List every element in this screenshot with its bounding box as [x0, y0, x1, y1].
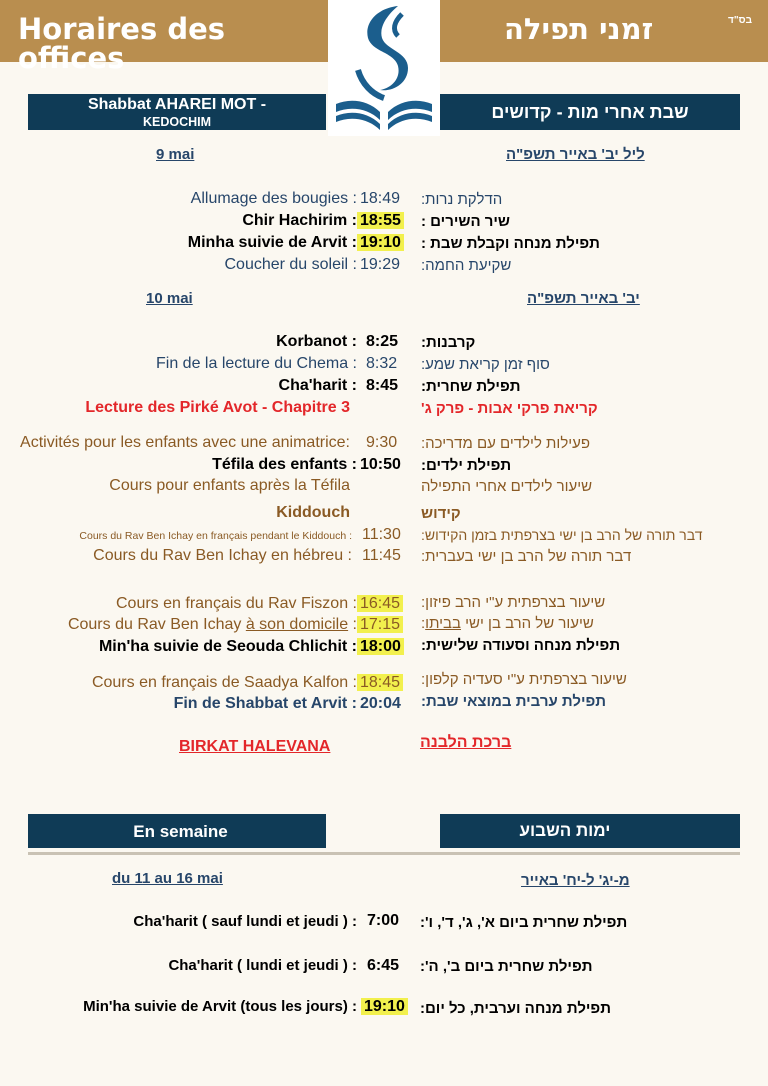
birkat-halevana-he: ברכת הלבנה	[420, 734, 512, 751]
semaine-title-he: ימות השבוע	[519, 821, 611, 840]
row-he: תפילת מנחה וקבלת שבת :	[421, 235, 600, 252]
row-time: 8:25	[366, 333, 399, 350]
row-time: 11:45	[362, 547, 401, 564]
row-time: 17:15	[357, 616, 403, 633]
date2-he: יב' באייר תשפ"ה	[527, 290, 640, 307]
row-he: קרבנות:	[421, 334, 476, 351]
row-he: תפילת ערבית במוצאי שבת:	[421, 693, 607, 710]
row-time: 18:00	[357, 638, 404, 655]
row-time: 20:04	[360, 695, 401, 712]
row-fr: Cours pour enfants après la Téfila	[109, 477, 350, 494]
row-he: תפילת שחרית ביום ב', ה':	[420, 958, 593, 975]
date2-fr: 10 mai	[146, 290, 193, 307]
row-fr: Min'ha suivie de Seouda Chlichit :	[98, 638, 357, 655]
row-he-underlined: בביתו	[425, 615, 461, 632]
row-he: תפילת ילדים:	[421, 457, 512, 474]
row-time: 9:30	[366, 434, 398, 451]
row-time: 19:10	[357, 234, 404, 251]
row-fr: Chir Hachirim :	[242, 212, 357, 229]
row-fr: Coucher du soleil :	[224, 256, 357, 273]
semaine-title-fr: En semaine	[133, 822, 228, 841]
row-fr-underlined: à son domicile	[245, 616, 349, 633]
semaine-date-he: מ-יג' ל-יח' באייר	[521, 872, 630, 889]
row-he: דבר תורה של הרב בן ישי בצרפתית בזמן הקידוש:	[421, 527, 703, 543]
shabbat-title-he: שבת אחרי מות - קדושים	[491, 102, 689, 122]
row-fr: Korbanot :	[276, 333, 357, 350]
semaine-band-he	[440, 814, 740, 848]
row-he: תפילת מנחה וסעודה שלישית:	[421, 637, 621, 654]
row-he: תפילת מנחה וערבית, כל יום:	[420, 1000, 611, 1017]
row-he: פעילות לילדים עם מדריכה:	[421, 435, 591, 452]
date1-he: ליל יב' באייר תשפ"ה	[506, 146, 645, 163]
row-time: 18:55	[357, 212, 404, 229]
row-fr: Cours du Rav Ben Ichay en français pendant le Kiddouch :	[79, 530, 352, 542]
row-time: 19:29	[360, 256, 401, 273]
row-time: 18:49	[360, 190, 401, 207]
row-he: סוף זמן קריאת שמע:	[421, 356, 550, 373]
bsd-mark: בס"ד	[728, 15, 752, 26]
date1-fr: 9 mai	[156, 146, 195, 163]
row-fr: Cours en français de Saadya Kalfon :	[91, 674, 357, 691]
row-he: שיר השירים :	[421, 213, 510, 230]
semaine-band-fr	[28, 814, 326, 848]
row-he: שיעור של הרב בן ישי בביתו:	[421, 615, 594, 632]
row-he: שיעור בצרפתית ע"י סעדיה קלפון:	[421, 671, 627, 688]
menorah-book-logo-icon	[328, 0, 440, 136]
row-fr: Cha'harit :	[278, 377, 357, 394]
row-fr: Cours du Rav Ben Ichay à son domicile :	[67, 616, 357, 633]
row-fr: Fin de la lecture du Chema :	[156, 355, 357, 372]
row-time: 8:32	[366, 355, 398, 372]
row-fr: Fin de Shabbat et Arvit :	[173, 695, 357, 712]
row-he: שיעור לילדים אחרי התפילה	[421, 478, 593, 495]
row-he: תפילת שחרית:	[421, 378, 521, 395]
row-time: 6:45	[367, 957, 400, 974]
row-he: שקיעת החמה:	[421, 257, 512, 274]
semaine-shadow	[28, 852, 740, 855]
title-he: זמני תפילה	[504, 12, 654, 46]
shabbat-title-fr-1: Shabbat AHAREI MOT -	[87, 96, 267, 113]
title-fr: Horaires des offices	[18, 12, 226, 75]
shabbat-band-he	[440, 94, 740, 130]
row-fr: Lecture des Pirké Avot - Chapitre 3	[85, 399, 350, 416]
header-bar-left	[0, 0, 328, 75]
row-fr: Kiddouch	[276, 504, 350, 521]
row-he: דבר תורה של הרב בן ישי בעברית:	[421, 548, 632, 565]
row-he: תפילת שחרית ביום א', ג', ד', ו':	[420, 914, 628, 931]
semaine-date-fr: du 11 au 16 mai	[112, 870, 223, 887]
shabbat-band-fr	[28, 94, 326, 130]
row-time: 11:30	[362, 526, 401, 543]
row-time: 18:45	[357, 674, 403, 691]
row-time: 19:10	[361, 998, 408, 1015]
row-time: 10:50	[360, 456, 401, 473]
row-time: 16:45	[357, 595, 403, 612]
header-bar-right	[440, 0, 768, 62]
row-he: קריאת פרקי אבות - פרק ג'	[421, 400, 598, 417]
row-fr: Cours du Rav Ben Ichay en hébreu :	[93, 547, 352, 564]
row-he: הדלקת נרות:	[421, 191, 503, 208]
row-fr: Minha suivie de Arvit :	[187, 234, 357, 251]
row-he: שיעור בצרפתית ע"י הרב פיזון:	[421, 594, 606, 611]
row-fr: Min'ha suivie de Arvit (tous les jours) :	[83, 998, 357, 1015]
row-time: 7:00	[367, 912, 400, 929]
row-time: 8:45	[366, 377, 399, 394]
row-he: קידוש	[421, 505, 461, 522]
birkat-halevana-fr: BIRKAT HALEVANA	[179, 738, 331, 755]
row-fr: Téfila des enfants :	[212, 456, 357, 473]
shabbat-title-fr-2: KEDOCHIM	[142, 115, 212, 129]
row-fr: Cours en français du Rav Fiszon :	[116, 595, 357, 612]
row-fr: Activités pour les enfants avec une animatrice:	[20, 434, 350, 451]
row-fr: Cha'harit ( sauf lundi et jeudi ) :	[133, 913, 357, 930]
row-fr: Cha'harit ( lundi et jeudi ) :	[168, 957, 357, 974]
row-fr: Allumage des bougies :	[190, 190, 357, 207]
